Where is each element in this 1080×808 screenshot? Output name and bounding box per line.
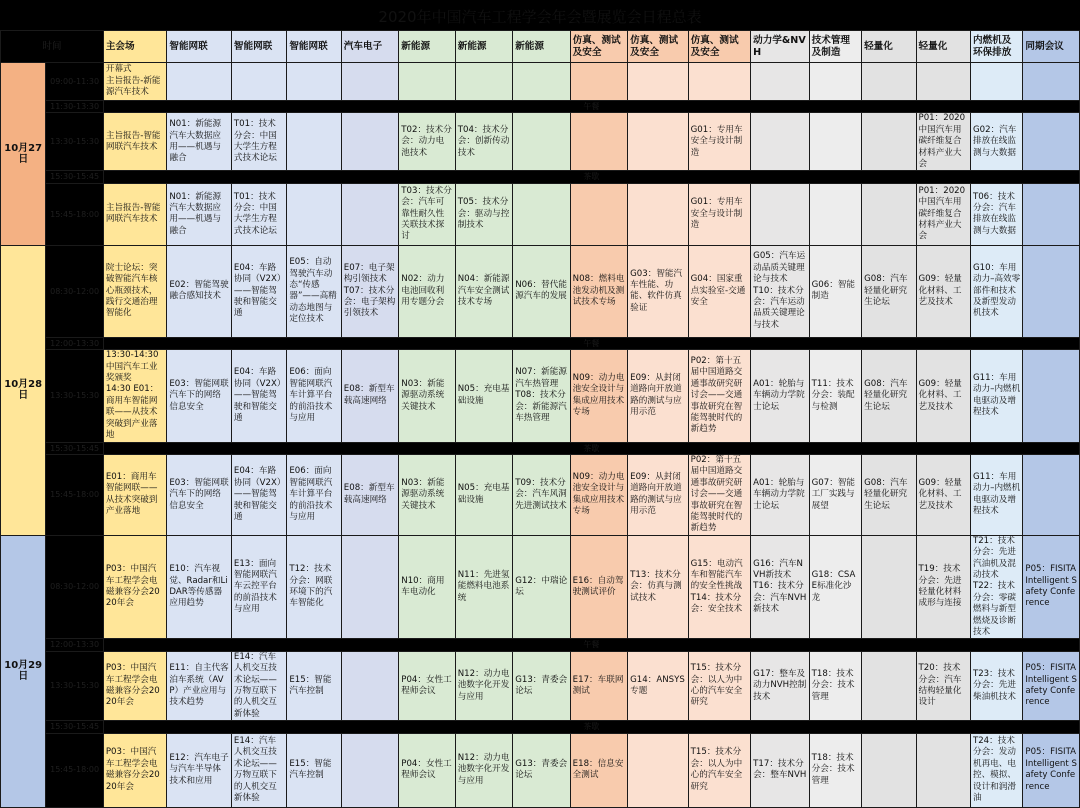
session-cell[interactable]: G10：车用动力–高效零部件和技术及新型发动机技术	[970, 245, 1022, 337]
session-cell[interactable]: E15：智能汽车控制	[287, 733, 341, 807]
empty-cell	[341, 535, 398, 639]
track-header: 智能网联	[167, 31, 232, 63]
session-cell[interactable]: T17：技术分会：整车NVH	[751, 733, 809, 807]
session-cell[interactable]: G13：青委会论坛	[513, 651, 570, 720]
session-cell[interactable]: G08：汽车轻量化研究生论坛	[862, 245, 916, 337]
session-cell[interactable]: N01：新能源汽车大数据应用——机遇与融合	[167, 183, 232, 245]
empty-cell	[231, 63, 286, 101]
session-cell[interactable]: G16：汽车NVH新技术 T16：技术分会：汽车NVH新技术	[751, 535, 809, 639]
session-cell[interactable]: 主旨报告-智能网联汽车技术	[103, 113, 167, 171]
track-header: 内燃机及环保排放	[970, 31, 1022, 63]
empty-cell	[970, 63, 1022, 101]
session-cell[interactable]: G01：专用车安全与设计制造	[688, 183, 751, 245]
empty-cell	[513, 63, 570, 101]
empty-cell	[341, 113, 398, 171]
session-cell[interactable]: 13:30-14:30中国汽车工业奖颁奖 14:30 E01：商用车智能网联——从技术突破到产业落地	[103, 350, 167, 442]
empty-cell	[570, 113, 627, 171]
session-cell[interactable]: T23：技术分会：先进柴油机技术	[970, 651, 1022, 720]
tea-break: 茶歇	[103, 171, 1079, 183]
time-slot: 12:00-13:30	[46, 639, 103, 651]
time-slot: 15:45-18:00	[46, 183, 103, 245]
empty-cell	[287, 183, 341, 245]
session-cell[interactable]: T15：技术分会：以人为中心的汽车安全研究	[688, 651, 751, 720]
session-cell[interactable]: 主旨报告-智能网联汽车技术	[103, 183, 167, 245]
session-cell[interactable]: P03：中国汽车工程学会电磁兼容分会2020年会	[103, 733, 167, 807]
empty-cell	[341, 733, 398, 807]
session-cell[interactable]: T11：技术分会：装配与检测	[809, 350, 861, 442]
empty-cell	[341, 651, 398, 720]
time-slot: 15:30-15:45	[46, 442, 103, 454]
time-slot: 11:30-13:30	[46, 101, 103, 113]
session-cell[interactable]: 开幕式 主旨报告-新能源汽车技术	[103, 63, 167, 101]
empty-cell	[862, 183, 916, 245]
date-cell: 10月27日	[1, 63, 46, 246]
empty-cell	[751, 183, 809, 245]
empty-cell	[809, 113, 861, 171]
session-cell[interactable]: T02：技术分会：动力电池技术	[399, 113, 455, 171]
empty-cell	[628, 183, 689, 245]
session-cell[interactable]: G02：汽车排放在线监测与大数据	[970, 113, 1022, 171]
empty-cell	[167, 63, 232, 101]
session-cell[interactable]: A01：轮胎与车辆动力学院士论坛	[751, 350, 809, 442]
empty-cell	[916, 733, 970, 807]
session-cell[interactable]: E04：车路协同（V2X）——智能驾驶和智能交通	[231, 245, 286, 337]
session-cell[interactable]: E11：自主代客泊车系统（AVP）产业应用与技术趋势	[167, 651, 232, 720]
session-cell[interactable]: E12：汽车电子与汽车半导体技术和应用	[167, 733, 232, 807]
session-cell[interactable]: N05：充电基础设施	[455, 454, 512, 535]
session-cell[interactable]: T04：技术分会：创新传动技术	[455, 113, 512, 171]
session-cell[interactable]: E03：智能网联汽车下的网络信息安全	[167, 350, 232, 442]
session-cell[interactable]: G03：智能汽车性能、功能、软件仿真验证	[628, 245, 689, 337]
date-cell: 10月29日	[1, 535, 46, 807]
empty-cell	[287, 113, 341, 171]
empty-cell	[399, 63, 455, 101]
empty-cell	[455, 63, 512, 101]
time-slot: 15:30-15:45	[46, 171, 103, 183]
track-header: 同期会议	[1023, 31, 1080, 63]
session-cell[interactable]: 院士论坛：突破智能汽车核心瓶颈技术，践行交通治理智能化	[103, 245, 167, 337]
empty-cell	[916, 63, 970, 101]
session-cell[interactable]: T19：技术分会：先进轻量化材料成形与连接	[916, 535, 970, 639]
empty-cell	[570, 183, 627, 245]
track-header: 新能源	[513, 31, 570, 63]
time-slot: 15:45-18:00	[46, 733, 103, 807]
session-cell[interactable]: N09：动力电池安全设计与集成应用技术专场	[570, 454, 627, 535]
session-cell[interactable]: A01：轮胎与车辆动力学院士论坛	[751, 454, 809, 535]
time-slot: 09:00-11:30	[46, 63, 103, 101]
empty-cell	[1023, 350, 1080, 442]
session-cell[interactable]: T15：技术分会：以人为中心的汽车安全研究	[688, 733, 751, 807]
session-cell[interactable]: T01：技术分会：中国大学生方程式技术论坛	[231, 183, 286, 245]
session-cell[interactable]: E02：智能驾驶融合感知技术	[167, 245, 232, 337]
session-cell[interactable]: N04：新能源汽车安全测试技术专场	[455, 245, 512, 337]
session-cell[interactable]: G09：轻量化材料、工艺及技术	[916, 454, 970, 535]
session-cell[interactable]: E03：智能网联汽车下的网络信息安全	[167, 454, 232, 535]
session-cell[interactable]: T03：技术分会：汽车可靠性耐久性关联技术探讨	[399, 183, 455, 245]
empty-cell	[862, 63, 916, 101]
empty-cell	[1023, 63, 1080, 101]
session-cell[interactable]: P03：中国汽车工程学会电磁兼容分会2020年会	[103, 651, 167, 720]
track-header: 轻量化	[862, 31, 916, 63]
session-cell[interactable]: G09：轻量化材料、工艺及技术	[916, 245, 970, 337]
empty-cell	[1023, 454, 1080, 535]
track-header: 仿真、测试及安全	[688, 31, 751, 63]
session-cell[interactable]: T09：技术分会：汽车风洞先进测试技术	[513, 454, 570, 535]
session-cell[interactable]: T24：技术分会：发动机再电、电控、模拟、设计和润滑油	[970, 733, 1022, 807]
session-cell[interactable]: E08：新型车载高速网络	[341, 350, 398, 442]
session-cell[interactable]: N10：商用车电动化	[399, 535, 455, 639]
session-cell[interactable]: G08：汽车轻量化研究生论坛	[862, 454, 916, 535]
track-header: 新能源	[399, 31, 455, 63]
session-cell[interactable]: P05：FISITA Intelligent Safety Conference	[1023, 651, 1080, 720]
session-cell[interactable]: T01：技术分会：中国大学生方程式技术论坛	[231, 113, 286, 171]
track-header: 新能源	[455, 31, 512, 63]
track-header: 动力学&NVH	[751, 31, 809, 63]
time-slot: 15:30-15:45	[46, 721, 103, 733]
session-cell[interactable]: E14：汽车人机交互技术论坛——万物互联下的人机交互新体验	[231, 651, 286, 720]
time-slot: 13:30-15:30	[46, 350, 103, 442]
session-cell[interactable]: N09：动力电池安全设计与集成应用技术专场	[570, 350, 627, 442]
empty-cell	[341, 183, 398, 245]
session-cell[interactable]: T06：技术分会：汽车排放在线监测与大数据	[970, 183, 1022, 245]
session-cell[interactable]: N12：动力电池数字化开发与应用	[455, 651, 512, 720]
track-header: 技术管理及制造	[809, 31, 861, 63]
session-cell[interactable]: G18：CSAE标准化沙龙	[809, 535, 861, 639]
empty-cell	[1023, 245, 1080, 337]
session-cell[interactable]: T20：技术分会：汽车结构轻量化设计	[916, 651, 970, 720]
empty-cell	[862, 733, 916, 807]
session-cell[interactable]: E08：新型车载高速网络	[341, 454, 398, 535]
empty-cell	[688, 63, 751, 101]
empty-cell	[862, 651, 916, 720]
tea-break: 茶歇	[103, 442, 1079, 454]
track-header: 仿真、测试及安全	[570, 31, 627, 63]
empty-cell	[1023, 113, 1080, 171]
empty-cell	[809, 183, 861, 245]
page-title: 2020年中国汽车工程学会年会暨展览会日程总表	[0, 0, 1080, 32]
session-cell[interactable]: T21：技术分会：先进汽油机及混动技术 T22：技术分会：零碳燃料与新型燃烧及诊断技术	[970, 535, 1022, 639]
session-cell[interactable]: T13：技术分会：仿真与测试技术	[628, 535, 689, 639]
session-cell[interactable]: N11：先进氢能燃料电池系统	[455, 535, 512, 639]
session-cell[interactable]: G15：电动汽车和智能汽车的安全性挑战 T14：技术分会：安全技术	[688, 535, 751, 639]
session-cell[interactable]: E04：车路协同（V2X）——智能驾驶和智能交通	[231, 454, 286, 535]
session-cell[interactable]: E09：从封闭道路向开放道路的测试与应用示范	[628, 454, 689, 535]
empty-cell	[1023, 183, 1080, 245]
session-cell[interactable]: E10：汽车视觉、Radar和LiDAR等传感器应用趋势	[167, 535, 232, 639]
session-cell[interactable]: N01：新能源汽车大数据应用——机遇与融合	[167, 113, 232, 171]
session-cell[interactable]: G17：整车及动力NVH控制技术	[751, 651, 809, 720]
time-slot: 08:30-12:00	[46, 245, 103, 337]
session-cell[interactable]: G07：智能工厂实践与展望	[809, 454, 861, 535]
session-cell[interactable]: P04：女性工程师会议	[399, 651, 455, 720]
session-cell[interactable]: G13：青委会论坛	[513, 733, 570, 807]
empty-cell	[628, 113, 689, 171]
header-row	[1, 31, 1080, 63]
session-cell[interactable]: G11：车用动力–内燃机电驱动及增程技术	[970, 454, 1022, 535]
empty-cell	[628, 63, 689, 101]
session-cell[interactable]: E13：面向智能网联汽车云控平台的前沿技术与应用	[231, 535, 286, 639]
session-cell[interactable]: N03：新能源驱动系统关键技术	[399, 350, 455, 442]
session-cell[interactable]: E04：车路协同（V2X）——智能驾驶和智能交通	[231, 350, 286, 442]
session-cell[interactable]: E14：汽车人机交互技术论坛——万物互联下的人机交互新体验	[231, 733, 286, 807]
session-cell[interactable]: P01：2020中国汽车用碳纤维复合材料产业大会	[916, 183, 970, 245]
empty-cell	[862, 113, 916, 171]
empty-cell	[513, 113, 570, 171]
session-cell[interactable]: E16：自动驾驶测试评价	[570, 535, 627, 639]
session-cell[interactable]: E06：面向智能网联汽车计算平台的前沿技术与应用	[287, 454, 341, 535]
lunch-break: 午餐	[103, 639, 1079, 651]
lunch-break: 午餐	[103, 337, 1079, 349]
session-cell[interactable]: N06：替代能源汽车的发展	[513, 245, 570, 337]
session-cell[interactable]: N05：充电基础设施	[455, 350, 512, 442]
session-cell[interactable]: G11：车用动力–内燃机电驱动及增程技术	[970, 350, 1022, 442]
time-slot: 13:30-15:30	[46, 113, 103, 171]
session-cell[interactable]: G05：汽车运动品质关键理论与技术 T10：技术分会：汽车运动品质关键理论与技术	[751, 245, 809, 337]
session-cell[interactable]: T05：技术分会：驱动与控制技术	[455, 183, 512, 245]
session-cell[interactable]: P03：中国汽车工程学会电磁兼容分会2020年会	[103, 535, 167, 639]
track-header: 智能网联	[231, 31, 286, 63]
time-slot: 12:00-13:30	[46, 337, 103, 349]
session-cell[interactable]: N07：新能源汽车热管理 T08：技术分会：新能源汽车热管理	[513, 350, 570, 442]
lunch-break: 午餐	[103, 101, 1079, 113]
session-cell[interactable]: E05：自动驾驶汽车动态“传感器”——高精动态地图与定位技术	[287, 245, 341, 337]
session-cell[interactable]: T18：技术分会：技术管理	[809, 733, 861, 807]
session-cell[interactable]: P02：第十五届中国道路交通事故研究研讨会——交通事故研究在智能驾驶时代的新趋势	[688, 350, 751, 442]
session-cell[interactable]: P02：第十五届中国道路交通事故研究研讨会——交通事故研究在智能驾驶时代的新趋势	[688, 454, 751, 535]
time-slot: 15:45-18:00	[46, 454, 103, 535]
time-slot: 08:30-12:00	[46, 535, 103, 639]
session-cell[interactable]: N02：动力电池回收利用专题分会	[399, 245, 455, 337]
session-cell[interactable]: P04：女性工程师会议	[399, 733, 455, 807]
session-cell[interactable]: T12：技术分会：网联环境下的汽车智能化	[287, 535, 341, 639]
session-cell[interactable]: G01：专用车安全与设计制造	[688, 113, 751, 171]
session-cell[interactable]: E01：商用车智能网联——从技术突破到产业落地	[103, 454, 167, 535]
empty-cell	[628, 733, 689, 807]
empty-cell	[287, 63, 341, 101]
session-cell[interactable]: G06：智能制造	[809, 245, 861, 337]
empty-cell	[341, 63, 398, 101]
session-cell[interactable]: E06：面向智能网联汽车计算平台的前沿技术与应用	[287, 350, 341, 442]
track-header: 主会场	[103, 31, 167, 63]
session-cell[interactable]: E07：电子架构引领技术 T07：技术分会：电子架构引领技术	[341, 245, 398, 337]
session-cell[interactable]: G14：ANSYS专题	[628, 651, 689, 720]
empty-cell	[809, 63, 861, 101]
empty-cell	[751, 113, 809, 171]
session-cell[interactable]: N03：新能源驱动系统关键技术	[399, 454, 455, 535]
session-cell[interactable]: N12：动力电池数字化开发与应用	[455, 733, 512, 807]
session-cell[interactable]: P01：2020中国汽车用碳纤维复合材料产业大会	[916, 113, 970, 171]
schedule-table	[0, 30, 1080, 808]
session-cell[interactable]: T18：技术分会：技术管理	[809, 651, 861, 720]
date-cell: 10月28日	[1, 245, 46, 535]
session-cell[interactable]: G12：中瑞论坛	[513, 535, 570, 639]
session-cell[interactable]: P05：FISITA Intelligent Safety Conference	[1023, 535, 1080, 639]
session-cell[interactable]: N08：燃料电池发动机及测试技术专场	[570, 245, 627, 337]
track-header: 智能网联	[287, 31, 341, 63]
track-header: 汽车电子	[341, 31, 398, 63]
session-cell[interactable]: P05：FISITA Intelligent Safety Conference	[1023, 733, 1080, 807]
session-cell[interactable]: E15：智能汽车控制	[287, 651, 341, 720]
session-cell[interactable]: E09：从封闭道路向开放道路的测试与应用示范	[628, 350, 689, 442]
session-cell[interactable]: G08：汽车轻量化研究生论坛	[862, 350, 916, 442]
session-cell[interactable]: G04：国家重点实验室-交通安全	[688, 245, 751, 337]
empty-cell	[751, 63, 809, 101]
time-slot: 13:30-15:30	[46, 651, 103, 720]
session-cell[interactable]: E18：信息安全测试	[570, 733, 627, 807]
empty-cell	[862, 535, 916, 639]
session-cell[interactable]: E17：车联网测试	[570, 651, 627, 720]
time-header: 时间	[1, 31, 104, 63]
session-cell[interactable]: G09：轻量化材料、工艺及技术	[916, 350, 970, 442]
track-header: 仿真、测试及安全	[628, 31, 689, 63]
track-header: 轻量化	[916, 31, 970, 63]
empty-cell	[570, 63, 627, 101]
empty-cell	[513, 183, 570, 245]
tea-break: 茶歇	[103, 721, 1079, 733]
